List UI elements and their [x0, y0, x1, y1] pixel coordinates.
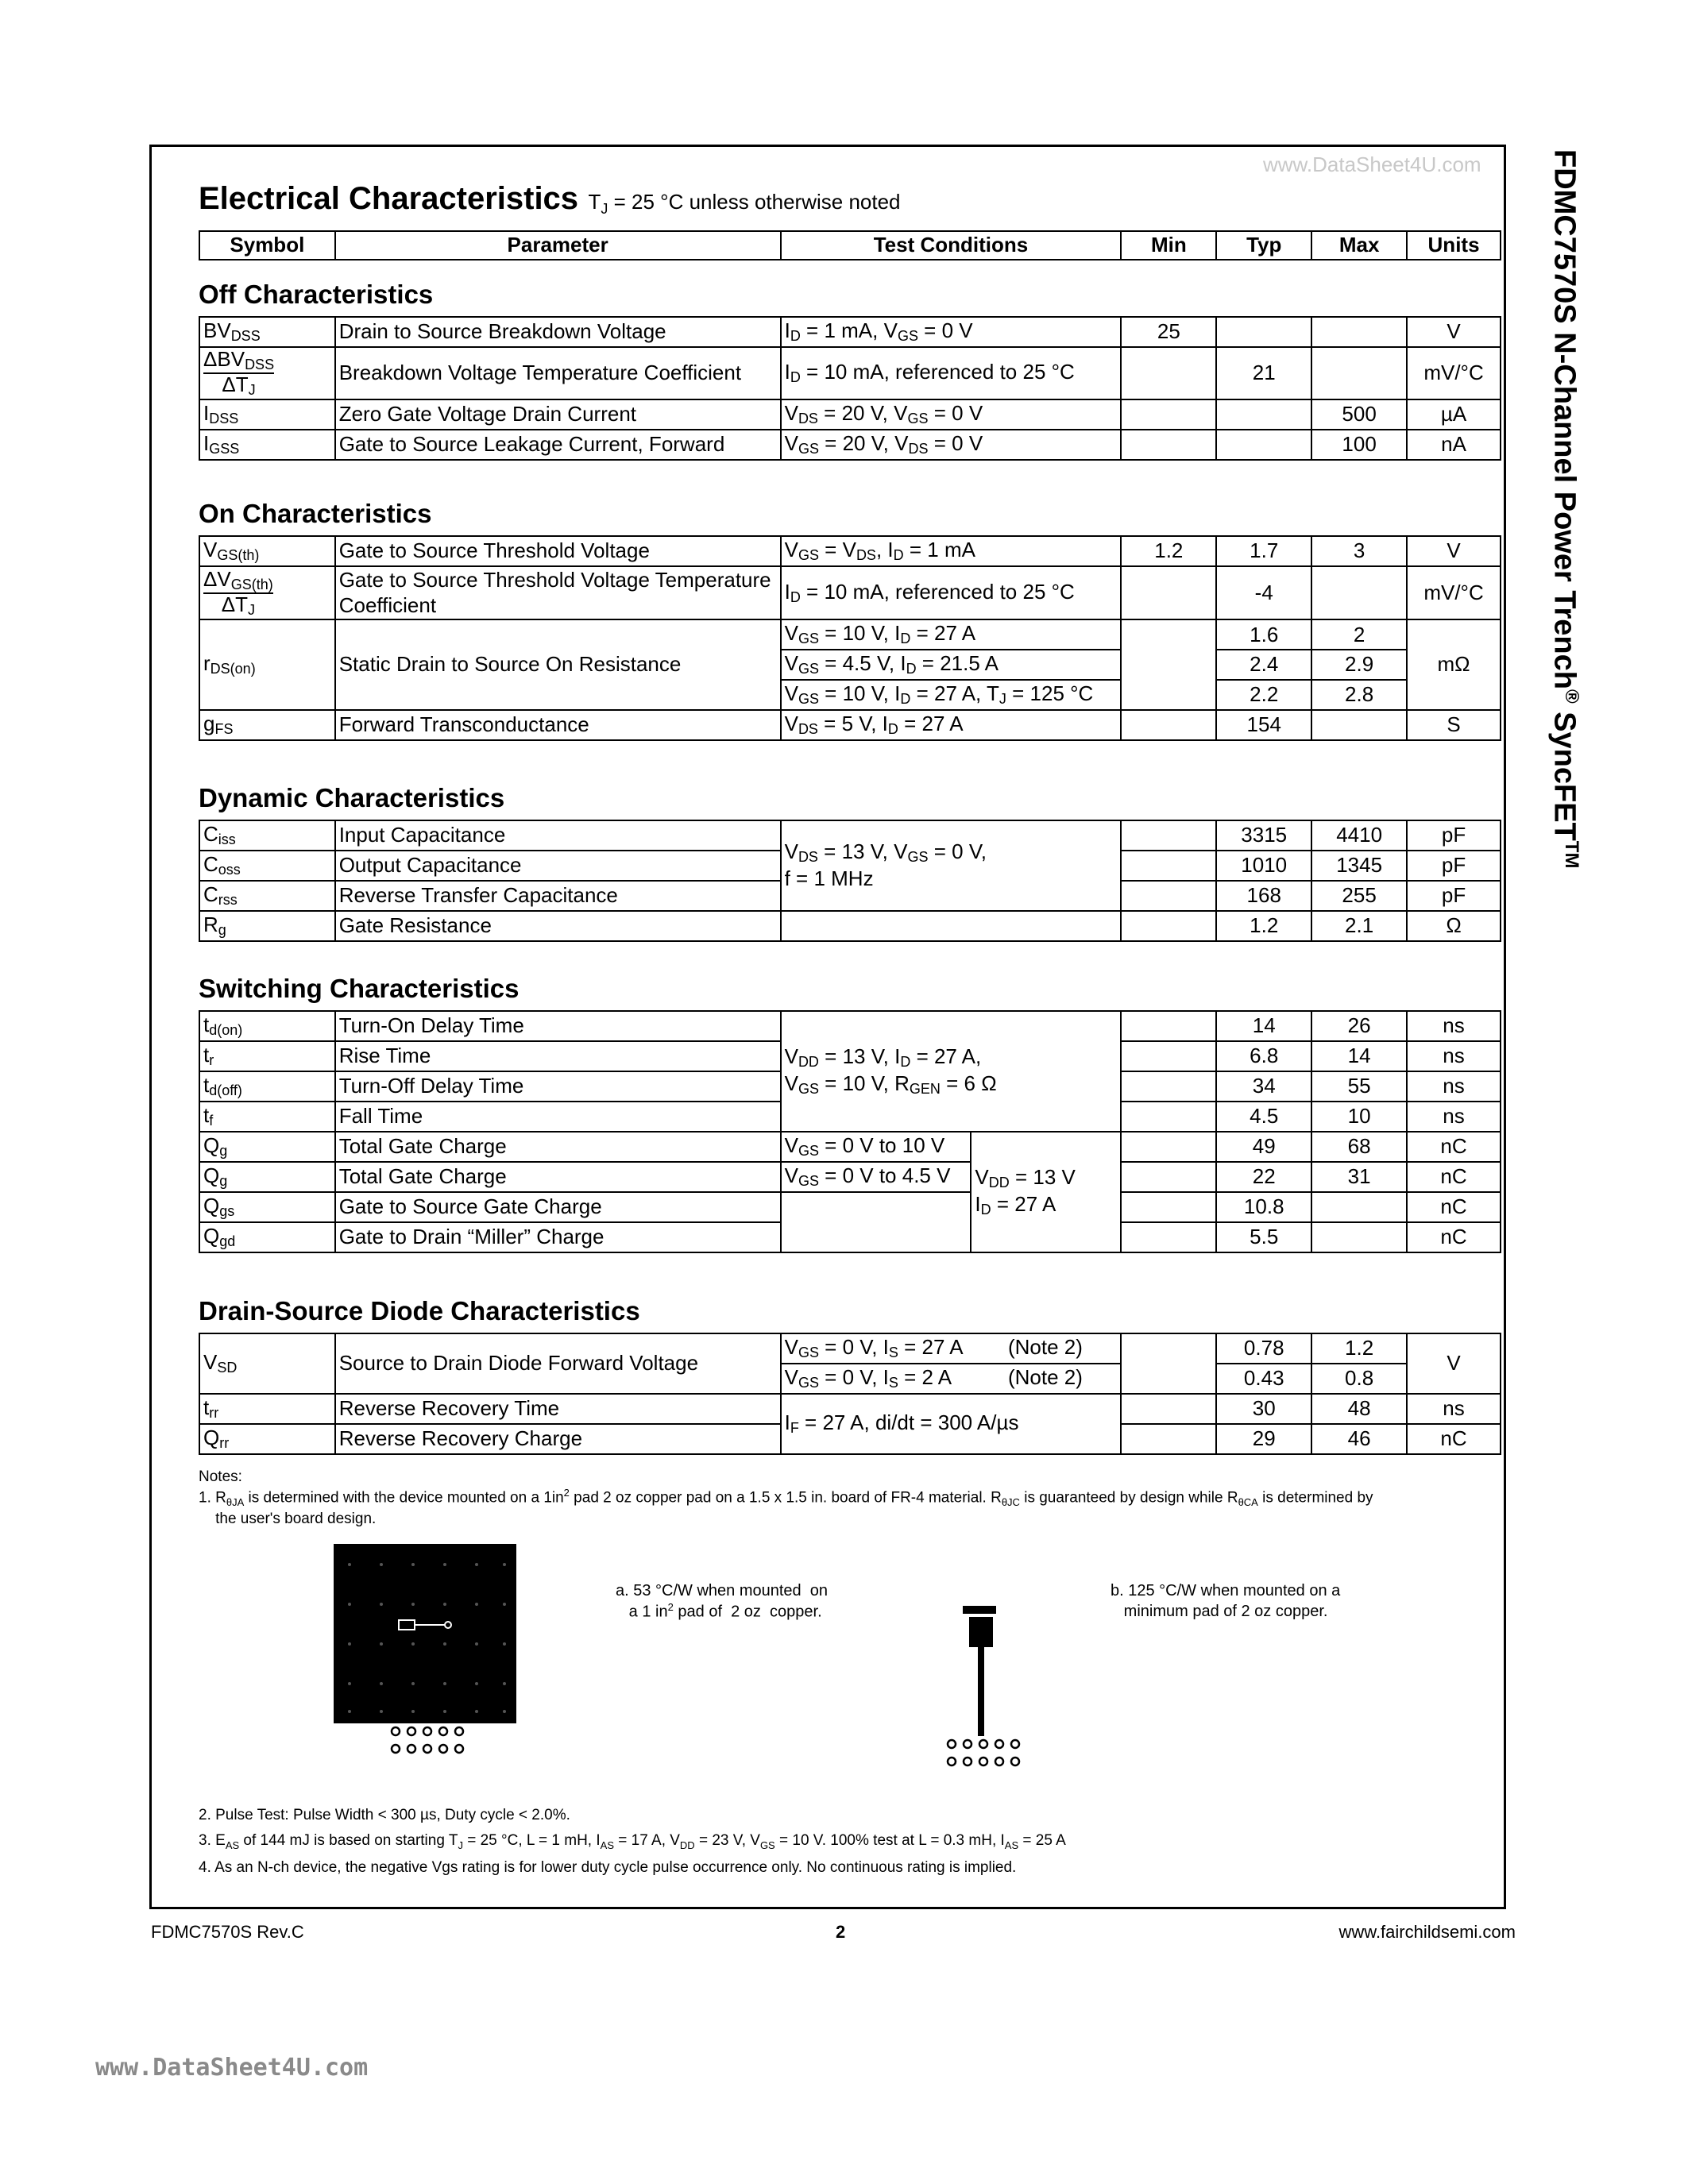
- max-ciss: 4410: [1311, 820, 1407, 851]
- min-qgs: [1121, 1192, 1216, 1222]
- table-row: [199, 1333, 1501, 1364]
- unit-idss: µA: [1407, 399, 1501, 430]
- table-row: [199, 536, 1501, 566]
- table-row: [199, 566, 1501, 619]
- typ-rg: 1.2: [1216, 911, 1311, 941]
- min-gfs: [1121, 710, 1216, 740]
- unit-igss: nA: [1407, 430, 1501, 460]
- max-trr: 48: [1311, 1394, 1407, 1424]
- symbol-rds: $r_{DS(on)}$: [199, 619, 335, 710]
- max-dbv: [1311, 347, 1407, 399]
- cond-qgs-empty: [781, 1192, 971, 1252]
- unit-tf: ns: [1407, 1102, 1501, 1132]
- max-rds-2: 2.9: [1311, 650, 1407, 680]
- table-row: [199, 619, 1501, 650]
- param-trr: Reverse Recovery Time: [335, 1394, 781, 1424]
- max-vsd-2: 0.8: [1311, 1364, 1407, 1394]
- max-vsd-1: 1.2: [1311, 1333, 1407, 1364]
- min-tdoff: [1121, 1071, 1216, 1102]
- cond-pre: T: [588, 190, 601, 214]
- col-symbol: Symbol: [199, 231, 335, 260]
- min-vsd: [1121, 1333, 1216, 1394]
- side-title-main: FDMC7570S N-Channel Power Trench: [1547, 149, 1582, 689]
- param-qg2: Total Gate Charge: [335, 1162, 781, 1192]
- param-qgd: Gate to Drain “Miller” Charge: [335, 1222, 781, 1252]
- side-title-reg: ®: [1561, 689, 1582, 704]
- section-off: Off Characteristics: [199, 280, 434, 309]
- unit-coss: pF: [1407, 851, 1501, 881]
- cond-capacitance-freq: f = 1 MHz: [784, 866, 874, 891]
- typ-bvdss: [1216, 317, 1311, 347]
- symbol-vgsth: $V_{GS(th)}$: [199, 536, 335, 566]
- unit-qgs: nC: [1407, 1192, 1501, 1222]
- watermark-bottom: www.DataSheet4U.com: [95, 2054, 369, 2082]
- unit-gfs: S: [1407, 710, 1501, 740]
- param-rds: Static Drain to Source On Resistance: [335, 619, 781, 710]
- unit-qrr: nC: [1407, 1424, 1501, 1454]
- param-qg1: Total Gate Charge: [335, 1132, 781, 1162]
- cond-gate-charge: $V_{DD} = 13$ V $I_D = 27$ A: [971, 1132, 1121, 1252]
- min-igss: [1121, 430, 1216, 460]
- symbol-tdoff: $t_{d(off)}$: [199, 1071, 335, 1102]
- min-idss: [1121, 399, 1216, 430]
- param-crss: Reverse Transfer Capacitance: [335, 881, 781, 911]
- section-switching: Switching Characteristics: [199, 974, 520, 1003]
- symbol-qgs: $Q_{gs}$: [199, 1192, 335, 1222]
- min-bvdss: 25: [1121, 317, 1216, 347]
- param-vsd: Source to Drain Diode Forward Voltage: [335, 1333, 781, 1394]
- table-row: [199, 317, 1501, 347]
- typ-dvgs: -4: [1216, 566, 1311, 619]
- symbol-qg2: $Q_g$: [199, 1162, 335, 1192]
- min-qrr: [1121, 1424, 1216, 1454]
- min-qgd: [1121, 1222, 1216, 1252]
- table-row: [199, 820, 1501, 851]
- figure-a-pad-layout: [326, 1541, 540, 1779]
- min-coss: [1121, 851, 1216, 881]
- table-row: [199, 399, 1501, 430]
- cond-idss: $V_{DS} = 20$ V, $V_{GS} = 0$ V: [781, 399, 1122, 430]
- figure-b-line1: b. 125 °C/W when mounted on a: [1111, 1582, 1341, 1599]
- cond-gfs: $V_{DS} = 5$ V, $I_D = 27$ A: [781, 710, 1122, 740]
- min-rds: [1121, 619, 1216, 710]
- param-qrr: Reverse Recovery Charge: [335, 1424, 781, 1454]
- max-qrr: 46: [1311, 1424, 1407, 1454]
- symbol-tr: $t_r$: [199, 1041, 335, 1071]
- max-vgsth: 3: [1311, 536, 1407, 566]
- typ-rds-3: 2.2: [1216, 680, 1311, 710]
- max-gfs: [1311, 710, 1407, 740]
- symbol-tdon: $t_{d(on)}$: [199, 1011, 335, 1041]
- note-ref-1: (Note 2): [1007, 1335, 1083, 1359]
- diode-table: [199, 1333, 1501, 1455]
- note-ref-2: (Note 2): [1007, 1364, 1083, 1389]
- min-qg1: [1121, 1132, 1216, 1162]
- symbol-igss: $I_{GSS}$: [199, 430, 335, 460]
- max-bvdss: [1311, 317, 1407, 347]
- param-rg: Gate Resistance: [335, 911, 781, 941]
- typ-vgsth: 1.7: [1216, 536, 1311, 566]
- note-4: 4. As an N-ch device, the negative Vgs rating is for lower duty cycle pulse occurrence only. No continuous rating is implied.: [199, 1859, 1017, 1876]
- cond-rg: [781, 911, 1122, 941]
- side-title-tm: TM: [1561, 840, 1582, 869]
- footer-page-number: 2: [836, 1922, 846, 1942]
- param-idss: Zero Gate Voltage Drain Current: [335, 399, 781, 430]
- section-dynamic: Dynamic Characteristics: [199, 783, 505, 812]
- unit-tdon: ns: [1407, 1011, 1501, 1041]
- cond-post: = 25 °C unless otherwise noted: [608, 190, 901, 214]
- max-dvgs: [1311, 566, 1407, 619]
- unit-rg: Ω: [1407, 911, 1501, 941]
- typ-trr: 30: [1216, 1394, 1311, 1424]
- unit-ciss: pF: [1407, 820, 1501, 851]
- symbol-vsd: $V_{SD}$: [199, 1333, 335, 1394]
- min-tdon: [1121, 1011, 1216, 1041]
- symbol-ciss: $C_{iss}$: [199, 820, 335, 851]
- min-qg2: [1121, 1162, 1216, 1192]
- param-tf: Fall Time: [335, 1102, 781, 1132]
- max-tdon: 26: [1311, 1011, 1407, 1041]
- min-dvgs: [1121, 566, 1216, 619]
- typ-idss: [1216, 399, 1311, 430]
- figure-a-caption: a. 53 °C/W when mounted on a 1 $in^2$ pad of 2 oz copper.: [616, 1582, 829, 1621]
- typ-coss: 1010: [1216, 851, 1311, 881]
- cond-qg1: $V_{GS} = 0$ V to 10 V: [781, 1132, 971, 1162]
- figure-b-caption: [1111, 1580, 1340, 1622]
- symbol-coss: $C_{oss}$: [199, 851, 335, 881]
- typ-tdoff: 34: [1216, 1071, 1311, 1102]
- cond-vgsth: $V_{GS} = V_{DS}$, $I_D = 1$ mA: [781, 536, 1122, 566]
- param-tdon: Turn-On Delay Time: [335, 1011, 781, 1041]
- param-tdoff: Turn-Off Delay Time: [335, 1071, 781, 1102]
- on-table: [199, 535, 1501, 741]
- note-3: 3. $E_{AS}$ of 144 mJ is based on starting $T_J = 25$ °C, L = 1 mH, $I_{AS} = 17$ A, $V_{DD} = 23$ V, $V_{GS} = 10$ V. 100% test at L = 0.3 mH, $I_{AS} = 25$ A: [199, 1832, 1066, 1851]
- param-vgsth: Gate to Source Threshold Voltage: [335, 536, 781, 566]
- unit-bvdss: V: [1407, 317, 1501, 347]
- min-tr: [1121, 1041, 1216, 1071]
- table-row: [199, 1394, 1501, 1424]
- min-vgsth: 1.2: [1121, 536, 1216, 566]
- temperature-condition: [588, 190, 901, 218]
- section-diode: Drain-Source Diode Characteristics: [199, 1296, 640, 1325]
- param-qgs: Gate to Source Gate Charge: [335, 1192, 781, 1222]
- param-tr: Rise Time: [335, 1041, 781, 1071]
- table-row: [199, 430, 1501, 460]
- page-heading: [199, 181, 901, 218]
- typ-dbv: 21: [1216, 347, 1311, 399]
- unit-trr: ns: [1407, 1394, 1501, 1424]
- typ-vsd-2: 0.43: [1216, 1364, 1311, 1394]
- cond-igss: $V_{GS} = 20$ V, $V_{DS} = 0$ V: [781, 430, 1122, 460]
- max-rds-3: 2.8: [1311, 680, 1407, 710]
- cond-recovery: $I_F = 27$ A, di/dt = 300 A/µs: [781, 1394, 1122, 1454]
- table-row: [199, 911, 1501, 941]
- watermark-top: www.DataSheet4U.com: [1263, 152, 1481, 176]
- col-units: Units: [1407, 231, 1501, 260]
- switching-table: [199, 1010, 1501, 1253]
- typ-gfs: 154: [1216, 710, 1311, 740]
- max-tdoff: 55: [1311, 1071, 1407, 1102]
- symbol-qgd: $Q_{gd}$: [199, 1222, 335, 1252]
- symbol-trr: $t_{rr}$: [199, 1394, 335, 1424]
- side-title-tail: SyncFET: [1547, 703, 1582, 841]
- param-coss: Output Capacitance: [335, 851, 781, 881]
- min-trr: [1121, 1394, 1216, 1424]
- typ-tr: 6.8: [1216, 1041, 1311, 1071]
- section-on: On Characteristics: [199, 499, 432, 528]
- table-row: [199, 1132, 1501, 1162]
- table-row: [199, 1162, 1501, 1192]
- param-bvdss: Drain to Source Breakdown Voltage: [335, 317, 781, 347]
- unit-qg2: nC: [1407, 1162, 1501, 1192]
- typ-qg1: 49: [1216, 1132, 1311, 1162]
- dynamic-table: [199, 820, 1501, 942]
- typ-igss: [1216, 430, 1311, 460]
- unit-dvgs: mV/°C: [1407, 566, 1501, 619]
- max-qg2: 31: [1311, 1162, 1407, 1192]
- param-gfs: Forward Transconductance: [335, 710, 781, 740]
- typ-qgs: 10.8: [1216, 1192, 1311, 1222]
- cond-rds-1: $V_{GS} = 10$ V, $I_D = 27$ A: [781, 619, 1122, 650]
- symbol-idss: $I_{DSS}$: [199, 399, 335, 430]
- unit-vgsth: V: [1407, 536, 1501, 566]
- table-row: [199, 1011, 1501, 1041]
- typ-ciss: 3315: [1216, 820, 1311, 851]
- typ-vsd-1: 0.78: [1216, 1333, 1311, 1364]
- max-qgd: [1311, 1222, 1407, 1252]
- max-coss: 1345: [1311, 851, 1407, 881]
- min-crss: [1121, 881, 1216, 911]
- unit-rds: mΩ: [1407, 619, 1501, 710]
- table-row: [199, 347, 1501, 399]
- typ-tdon: 14: [1216, 1011, 1311, 1041]
- param-ciss: Input Capacitance: [335, 820, 781, 851]
- max-tr: 14: [1311, 1041, 1407, 1071]
- typ-rds-1: 1.6: [1216, 619, 1311, 650]
- symbol-dvgs: $\frac{\Delta V_{GS(th)}}{\Delta T_J}$: [199, 566, 335, 619]
- max-tf: 10: [1311, 1102, 1407, 1132]
- note-2: 2. Pulse Test: Pulse Width < 300 µs, Duty cycle < 2.0%.: [199, 1807, 570, 1823]
- typ-crss: 168: [1216, 881, 1311, 911]
- table-row: [199, 710, 1501, 740]
- unit-crss: pF: [1407, 881, 1501, 911]
- col-test-conditions: Test Conditions: [781, 231, 1122, 260]
- max-rds-1: 2: [1311, 619, 1407, 650]
- typ-qg2: 22: [1216, 1162, 1311, 1192]
- param-igss: Gate to Source Leakage Current, Forward: [335, 430, 781, 460]
- unit-tdoff: ns: [1407, 1071, 1501, 1102]
- max-idss: 500: [1311, 399, 1407, 430]
- footer-doc-id: FDMC7570S Rev.C: [151, 1922, 304, 1942]
- max-qgs: [1311, 1192, 1407, 1222]
- side-title: [1547, 149, 1582, 868]
- column-header-table: [199, 230, 1501, 260]
- cond-sub: J: [601, 201, 608, 218]
- cond-qg2: $V_{GS} = 0$ V to 4.5 V: [781, 1162, 971, 1192]
- cond-switching-time: $V_{DD} = 13$ V, $I_D = 27$ A, $V_{GS} = 10$ V, $R_{GEN} = 6$ Ω: [781, 1011, 1122, 1132]
- cond-rds-3: $V_{GS} = 10$ V, $I_D = 27$ A, $T_J = 125$ °C: [781, 680, 1122, 710]
- max-crss: 255: [1311, 881, 1407, 911]
- col-max: Max: [1311, 231, 1407, 260]
- typ-qrr: 29: [1216, 1424, 1311, 1454]
- max-qg1: 68: [1311, 1132, 1407, 1162]
- cond-rds-2: $V_{GS} = 4.5$ V, $I_D = 21.5$ A: [781, 650, 1122, 680]
- unit-vsd: V: [1407, 1333, 1501, 1394]
- unit-dbv: mV/°C: [1407, 347, 1501, 399]
- symbol-tf: $t_f$: [199, 1102, 335, 1132]
- param-dbv: Breakdown Voltage Temperature Coefficient: [335, 347, 781, 399]
- symbol-dbv: $\frac{\Delta BV_{DSS}}{\Delta T_J}$: [199, 347, 335, 399]
- symbol-crss: $C_{rss}$: [199, 881, 335, 911]
- figure-b-line2: minimum pad of 2 oz copper.: [1123, 1603, 1328, 1620]
- cond-dvgs: $I_D = 10$ mA, referenced to 25 °C: [781, 566, 1122, 619]
- figure-b-pad-layout: [929, 1596, 1049, 1787]
- min-ciss: [1121, 820, 1216, 851]
- unit-qgd: nC: [1407, 1222, 1501, 1252]
- cond-capacitance: $V_{DS} = 13$ V, $V_{GS} = 0$ V, f = 1 MHz: [781, 820, 1122, 911]
- typ-qgd: 5.5: [1216, 1222, 1311, 1252]
- cond-dbv: $I_D = 10$ mA, referenced to 25 °C: [781, 347, 1122, 399]
- param-dvgs: Gate to Source Threshold Voltage Temperature Coefficient: [335, 566, 781, 619]
- min-rg: [1121, 911, 1216, 941]
- cond-vsd-1: $V_{GS} = 0$ V, $I_S = 27$ A (Note 2): [781, 1333, 1122, 1364]
- col-parameter: Parameter: [335, 231, 781, 260]
- min-dbv: [1121, 347, 1216, 399]
- cond-vsd-2: $V_{GS} = 0$ V, $I_S = 2$ A (Note 2): [781, 1364, 1122, 1394]
- typ-tf: 4.5: [1216, 1102, 1311, 1132]
- max-igss: 100: [1311, 430, 1407, 460]
- unit-qg1: nC: [1407, 1132, 1501, 1162]
- notes-label: Notes:: [199, 1468, 242, 1485]
- symbol-gfs: $g_{FS}$: [199, 710, 335, 740]
- symbol-bvdss: $BV_{DSS}$: [199, 317, 335, 347]
- col-min: Min: [1121, 231, 1216, 260]
- page-title: Electrical Characteristics: [199, 181, 579, 216]
- symbol-qg1: $Q_g$: [199, 1132, 335, 1162]
- symbol-rg: $R_g$: [199, 911, 335, 941]
- symbol-qrr: $Q_{rr}$: [199, 1424, 335, 1454]
- cond-bvdss: $I_D = 1$ mA, $V_{GS} = 0$ V: [781, 317, 1122, 347]
- typ-rds-2: 2.4: [1216, 650, 1311, 680]
- note-1: 1. $R_{\theta JA}$ is determined with the device mounted on a $1in^2$ pad 2 oz copper pad on a 1.5 x 1.5 in. board of FR-4 material. $R_{\theta JC}$ is guaranteed by design while $R_{\theta CA}$ is determined by the user's board design.: [199, 1487, 1373, 1528]
- footer-website[interactable]: www.fairchildsemi.com: [1338, 1922, 1516, 1942]
- min-tf: [1121, 1102, 1216, 1132]
- col-typ: Typ: [1216, 231, 1311, 260]
- off-table: [199, 316, 1501, 461]
- table-row: [199, 1192, 1501, 1222]
- max-rg: 2.1: [1311, 911, 1407, 941]
- unit-tr: ns: [1407, 1041, 1501, 1071]
